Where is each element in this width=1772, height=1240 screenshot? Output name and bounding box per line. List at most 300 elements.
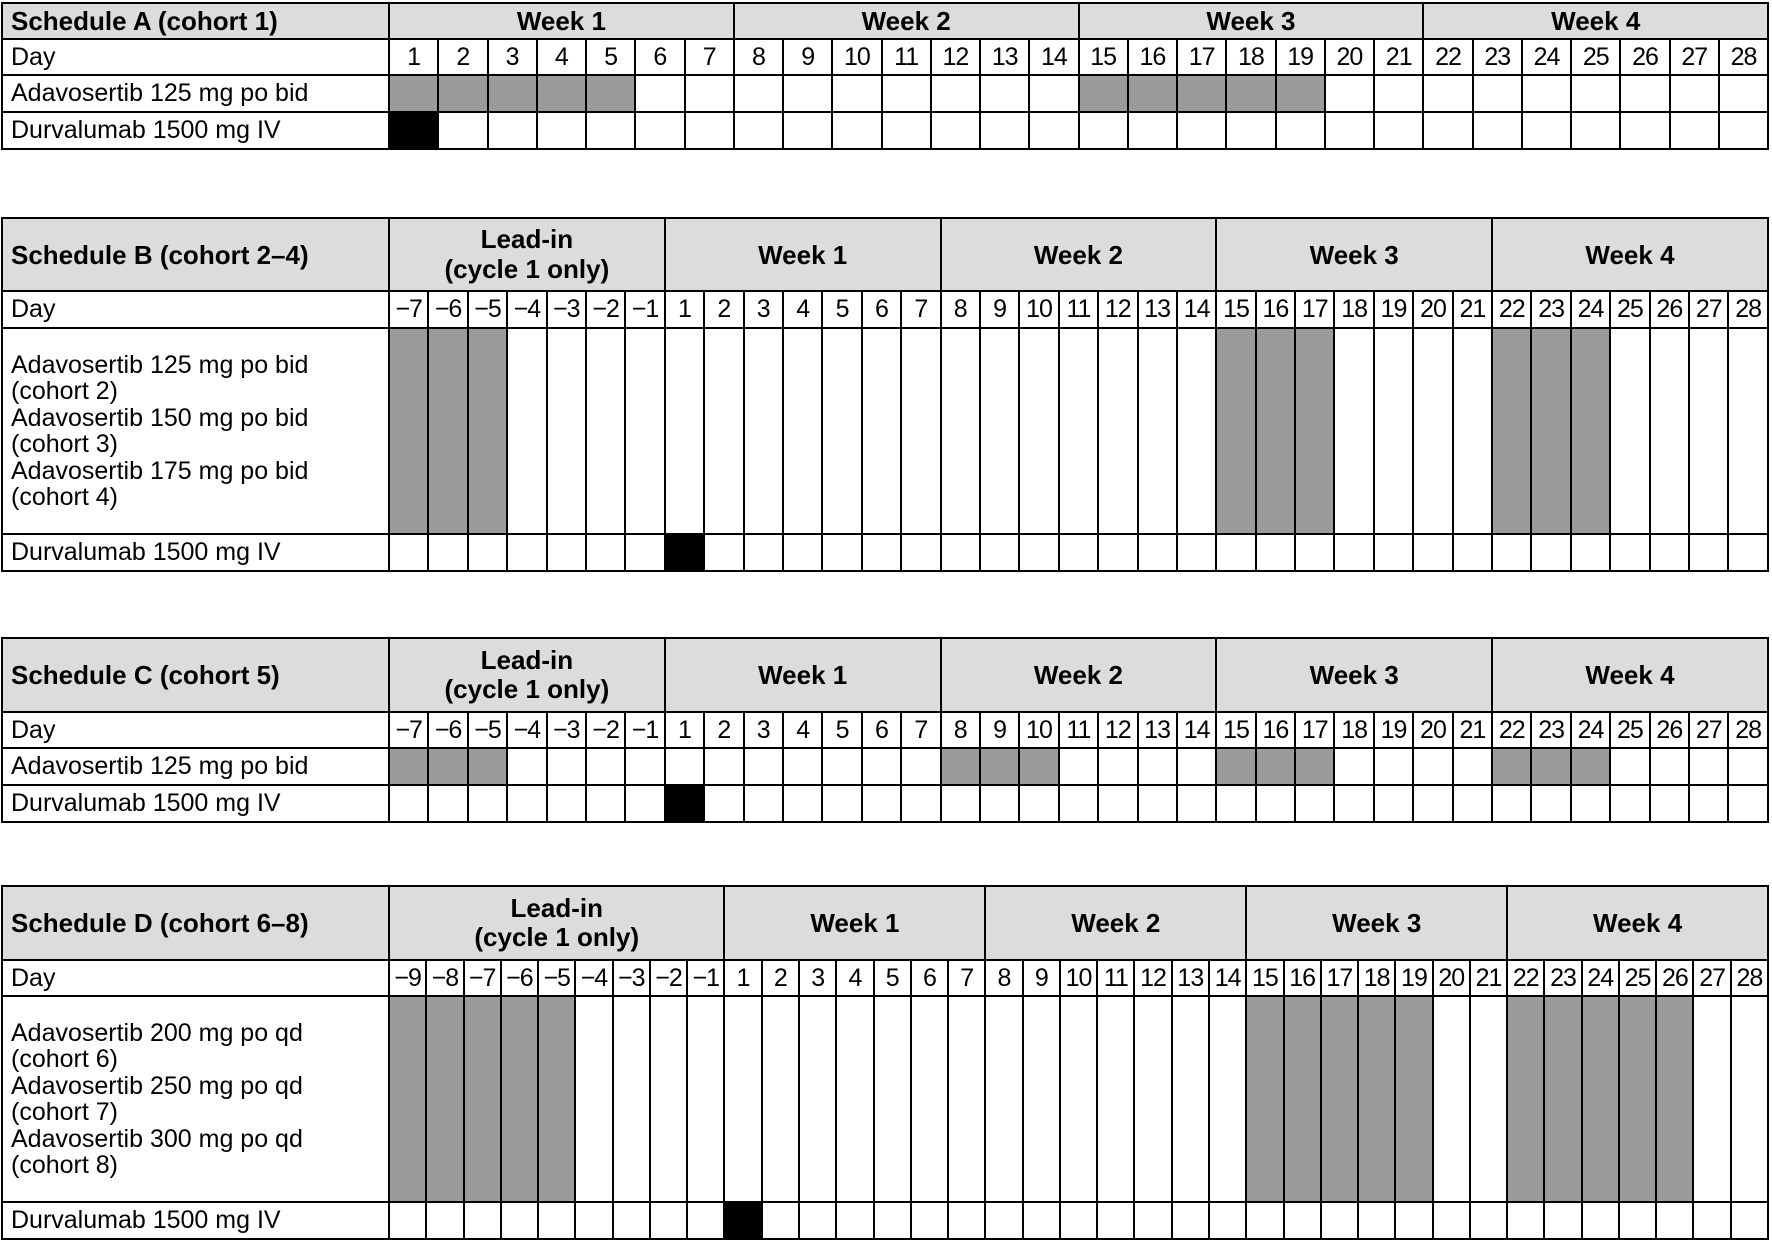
day-number: 20 (1325, 39, 1374, 75)
empty-cell (948, 1202, 985, 1239)
empty-cell (501, 1202, 538, 1239)
day-label: Day (2, 39, 389, 75)
empty-cell (1059, 748, 1098, 785)
week-group-header: Week 4 (1507, 886, 1768, 960)
empty-cell (762, 1202, 799, 1239)
week-group-header: Week 4 (1423, 3, 1768, 39)
adavosertib-dose-cell (389, 328, 428, 534)
empty-cell (1134, 1202, 1171, 1239)
empty-cell (1060, 996, 1097, 1202)
empty-cell (1571, 785, 1610, 822)
day-number: 3 (488, 39, 537, 75)
adavosertib-dose-cell (464, 996, 501, 1202)
schedule-grid (1, 637, 1769, 823)
day-number: 24 (1571, 291, 1610, 328)
empty-cell (1492, 534, 1531, 571)
drug-label-line: Durvalumab 1500 mg IV (11, 1206, 281, 1234)
day-number: 23 (1531, 291, 1570, 328)
day-number: −3 (547, 291, 586, 328)
empty-cell (980, 328, 1019, 534)
empty-cell (1134, 996, 1171, 1202)
empty-cell (547, 534, 586, 571)
day-number: 14 (1177, 712, 1216, 748)
lead-in-label: Lead-in (480, 644, 574, 675)
empty-cell (1098, 748, 1137, 785)
empty-cell (1728, 748, 1767, 785)
durvalumab-label (2, 534, 389, 571)
day-number: 21 (1453, 712, 1492, 748)
adavosertib-row (2, 75, 1768, 112)
day-number: 6 (862, 712, 901, 748)
empty-cell (911, 996, 948, 1202)
adavosertib-row (2, 748, 1768, 785)
empty-cell (734, 75, 783, 112)
empty-cell (1731, 1202, 1768, 1239)
day-number: 18 (1334, 291, 1373, 328)
empty-cell (635, 112, 684, 149)
empty-cell (1098, 785, 1137, 822)
day-number: −4 (507, 712, 546, 748)
adavosertib-dose-cell (1531, 748, 1570, 785)
day-number: 13 (1138, 291, 1177, 328)
drug-label-line: Adavosertib 125 mg po bid (11, 350, 309, 379)
day-number: −8 (426, 960, 463, 996)
day-number: −2 (586, 712, 625, 748)
day-number: 8 (941, 712, 980, 748)
day-number: 11 (1097, 960, 1134, 996)
day-number: 20 (1433, 960, 1470, 996)
empty-cell (762, 996, 799, 1202)
empty-cell (783, 785, 822, 822)
empty-cell (862, 785, 901, 822)
empty-cell (1177, 328, 1216, 534)
day-number: 11 (1059, 291, 1098, 328)
header-row (2, 3, 1768, 39)
empty-cell (1423, 112, 1472, 149)
adavosertib-dose-cell (1395, 996, 1432, 1202)
empty-cell (1128, 112, 1177, 149)
day-number: 9 (1023, 960, 1060, 996)
durvalumab-dose-cell (665, 534, 704, 571)
empty-cell (1097, 1202, 1134, 1239)
empty-cell (426, 1202, 463, 1239)
week-group-header: Week 3 (1246, 886, 1507, 960)
empty-cell (428, 785, 467, 822)
empty-cell (1693, 1202, 1730, 1239)
adavosertib-dose-cell (1128, 75, 1177, 112)
empty-cell (575, 1202, 612, 1239)
empty-cell (1098, 534, 1137, 571)
adavosertib-dose-cell (1295, 328, 1334, 534)
empty-cell (862, 328, 901, 534)
day-number: 17 (1295, 291, 1334, 328)
drug-label-line: Adavosertib 250 mg po qd (11, 1071, 303, 1100)
schedule-a-table (1, 2, 1769, 150)
empty-cell (901, 785, 940, 822)
empty-cell (980, 112, 1029, 149)
empty-cell (822, 534, 861, 571)
empty-cell (980, 75, 1029, 112)
day-number: 4 (783, 291, 822, 328)
empty-cell (985, 1202, 1022, 1239)
empty-cell (650, 996, 687, 1202)
empty-cell (783, 534, 822, 571)
empty-cell (1246, 1202, 1283, 1239)
drug-label-line: Durvalumab 1500 mg IV (11, 538, 281, 566)
day-number: 22 (1492, 291, 1531, 328)
adavosertib-dose-cell (1256, 328, 1295, 534)
day-number: 25 (1571, 39, 1620, 75)
empty-cell (1522, 112, 1571, 149)
empty-cell (1097, 996, 1134, 1202)
day-number: 18 (1226, 39, 1275, 75)
empty-cell (832, 112, 881, 149)
day-label: Day (2, 712, 389, 748)
day-number: 27 (1693, 960, 1730, 996)
adavosertib-dose-cell (1492, 328, 1531, 534)
lead-in-label: (cycle 1 only) (474, 922, 640, 952)
day-number: 15 (1079, 39, 1128, 75)
empty-cell (1531, 534, 1570, 571)
empty-cell (1571, 112, 1620, 149)
empty-cell (1177, 534, 1216, 571)
week-group-header: Week 2 (985, 886, 1246, 960)
drug-label-line: Adavosertib 125 mg po bid (11, 79, 309, 107)
day-number: 16 (1256, 291, 1295, 328)
empty-cell (1531, 785, 1570, 822)
empty-cell (1138, 328, 1177, 534)
empty-cell (613, 1202, 650, 1239)
empty-cell (1650, 534, 1689, 571)
empty-cell (1019, 534, 1058, 571)
adavosertib-dose-cell (1276, 75, 1325, 112)
adavosertib-dose-cell (389, 75, 438, 112)
empty-cell (941, 534, 980, 571)
day-number: 3 (744, 712, 783, 748)
empty-cell (832, 75, 881, 112)
day-number: 10 (832, 39, 881, 75)
empty-cell (1473, 112, 1522, 149)
lead-in-label: (cycle 1 only) (444, 674, 610, 704)
empty-cell (547, 785, 586, 822)
empty-cell (1029, 112, 1078, 149)
empty-cell (783, 75, 832, 112)
drug-label-line: Adavosertib 175 mg po bid (11, 456, 309, 485)
empty-cell (822, 328, 861, 534)
empty-cell (836, 996, 873, 1202)
day-number: 26 (1650, 291, 1689, 328)
empty-cell (1276, 112, 1325, 149)
empty-cell (625, 534, 664, 571)
empty-cell (783, 112, 832, 149)
empty-cell (1138, 785, 1177, 822)
schedule-title: Schedule B (cohort 2–4) (2, 218, 389, 291)
day-number: −5 (468, 712, 507, 748)
empty-cell (625, 748, 664, 785)
empty-cell (734, 112, 783, 149)
empty-cell (586, 748, 625, 785)
header-row (2, 638, 1768, 712)
empty-cell (1453, 534, 1492, 571)
durvalumab-row (2, 785, 1768, 822)
empty-cell (1423, 75, 1472, 112)
empty-cell (625, 328, 664, 534)
adavosertib-dose-cell (1321, 996, 1358, 1202)
day-number: 9 (980, 712, 1019, 748)
day-number: 7 (685, 39, 734, 75)
empty-cell (1453, 785, 1492, 822)
drug-label-line: (cohort 7) (11, 1098, 118, 1126)
header-row (2, 886, 1768, 960)
day-number: 20 (1413, 712, 1452, 748)
drug-label-line: (cohort 8) (11, 1151, 118, 1179)
empty-cell (1507, 1202, 1544, 1239)
empty-cell (1473, 75, 1522, 112)
empty-cell (1610, 748, 1649, 785)
empty-cell (1023, 996, 1060, 1202)
day-number: 14 (1209, 960, 1246, 996)
day-number: 12 (931, 39, 980, 75)
empty-cell (1209, 996, 1246, 1202)
adavosertib-dose-cell (1571, 328, 1610, 534)
day-number: 11 (1059, 712, 1098, 748)
week-group-header: Week 3 (1079, 3, 1424, 39)
empty-cell (1059, 328, 1098, 534)
drug-label-line: Adavosertib 300 mg po qd (11, 1124, 303, 1153)
empty-cell (1019, 785, 1058, 822)
empty-cell (1610, 328, 1649, 534)
empty-cell (507, 785, 546, 822)
empty-cell (1433, 1202, 1470, 1239)
empty-cell (836, 1202, 873, 1239)
empty-cell (931, 75, 980, 112)
week-group-header: Week 3 (1216, 218, 1492, 291)
empty-cell (1256, 534, 1295, 571)
empty-cell (1453, 748, 1492, 785)
empty-cell (1295, 785, 1334, 822)
empty-cell (1582, 1202, 1619, 1239)
empty-cell (438, 112, 487, 149)
empty-cell (1374, 75, 1423, 112)
day-number: 6 (862, 291, 901, 328)
day-number: 22 (1492, 712, 1531, 748)
day-number: 23 (1531, 712, 1570, 748)
empty-cell (575, 996, 612, 1202)
day-number: −3 (547, 712, 586, 748)
drug-label-line: (cohort 4) (11, 483, 118, 511)
day-number: 5 (822, 712, 861, 748)
empty-cell (744, 534, 783, 571)
durvalumab-label (2, 785, 389, 822)
day-number: 5 (586, 39, 635, 75)
durvalumab-row (2, 534, 1768, 571)
empty-cell (1522, 75, 1571, 112)
empty-cell (1693, 996, 1730, 1202)
empty-cell (537, 112, 586, 149)
day-number: 15 (1216, 291, 1255, 328)
day-number: 9 (783, 39, 832, 75)
day-row (2, 39, 1768, 75)
day-number: 28 (1728, 712, 1767, 748)
durvalumab-dose-cell (724, 1202, 761, 1239)
empty-cell (538, 1202, 575, 1239)
adavosertib-dose-cell (389, 996, 426, 1202)
empty-cell (507, 534, 546, 571)
day-number: −6 (428, 291, 467, 328)
day-number: −3 (613, 960, 650, 996)
day-number: 10 (1060, 960, 1097, 996)
day-number: 26 (1620, 39, 1669, 75)
day-number: 14 (1029, 39, 1078, 75)
empty-cell (1256, 785, 1295, 822)
empty-cell (1728, 785, 1767, 822)
adavosertib-label (2, 748, 389, 785)
empty-cell (783, 328, 822, 534)
day-number: −1 (687, 960, 724, 996)
empty-cell (799, 996, 836, 1202)
empty-cell (1650, 785, 1689, 822)
adavosertib-dose-cell (1216, 748, 1255, 785)
day-number: 3 (799, 960, 836, 996)
empty-cell (1689, 785, 1728, 822)
empty-cell (874, 996, 911, 1202)
empty-cell (1728, 534, 1767, 571)
empty-cell (1670, 75, 1719, 112)
empty-cell (1413, 534, 1452, 571)
day-number: −7 (389, 712, 428, 748)
empty-cell (687, 996, 724, 1202)
day-number: 24 (1571, 712, 1610, 748)
empty-cell (1433, 996, 1470, 1202)
day-number: 2 (704, 291, 743, 328)
day-number: 13 (1172, 960, 1209, 996)
day-number: 28 (1731, 960, 1768, 996)
empty-cell (1610, 534, 1649, 571)
day-number: 18 (1358, 960, 1395, 996)
empty-cell (901, 748, 940, 785)
empty-cell (1620, 112, 1669, 149)
day-number: −6 (428, 712, 467, 748)
empty-cell (1029, 75, 1078, 112)
adavosertib-dose-cell (389, 748, 428, 785)
adavosertib-dose-cell (1544, 996, 1581, 1202)
adavosertib-dose-cell (1246, 996, 1283, 1202)
week-group-header: Week 3 (1216, 638, 1492, 712)
day-number: 16 (1284, 960, 1321, 996)
day-number: 12 (1098, 712, 1137, 748)
day-number: 10 (1019, 291, 1058, 328)
empty-cell (389, 534, 428, 571)
empty-cell (1689, 534, 1728, 571)
day-number: 4 (783, 712, 822, 748)
adavosertib-dose-cell (1582, 996, 1619, 1202)
week-group-header: Week 1 (389, 3, 734, 39)
empty-cell (1544, 1202, 1581, 1239)
adavosertib-dose-cell (1284, 996, 1321, 1202)
empty-cell (704, 534, 743, 571)
day-number: 5 (822, 291, 861, 328)
day-number: 25 (1619, 960, 1656, 996)
empty-cell (1650, 328, 1689, 534)
day-number: 21 (1470, 960, 1507, 996)
empty-cell (1325, 75, 1374, 112)
empty-cell (822, 748, 861, 785)
adavosertib-dose-cell (501, 996, 538, 1202)
schedule-title: Schedule A (cohort 1) (2, 3, 389, 39)
schedule-c-table (1, 637, 1769, 823)
day-number: 17 (1295, 712, 1334, 748)
day-number: 1 (724, 960, 761, 996)
empty-cell (744, 748, 783, 785)
empty-cell (1019, 328, 1058, 534)
empty-cell (428, 534, 467, 571)
day-number: 4 (836, 960, 873, 996)
empty-cell (1172, 1202, 1209, 1239)
empty-cell (468, 534, 507, 571)
adavosertib-dose-cell (438, 75, 487, 112)
adavosertib-dose-cell (1177, 75, 1226, 112)
day-number: 2 (704, 712, 743, 748)
empty-cell (468, 785, 507, 822)
empty-cell (1453, 328, 1492, 534)
durvalumab-row (2, 1202, 1768, 1239)
empty-cell (1374, 748, 1413, 785)
empty-cell (685, 112, 734, 149)
day-number: 7 (948, 960, 985, 996)
lead-in-label: (cycle 1 only) (444, 253, 610, 284)
day-number: 8 (734, 39, 783, 75)
week-group-header (389, 218, 665, 291)
empty-cell (1216, 785, 1255, 822)
adavosertib-dose-cell (1358, 996, 1395, 1202)
day-number: −7 (389, 291, 428, 328)
empty-cell (685, 75, 734, 112)
day-number: 26 (1656, 960, 1693, 996)
empty-cell (862, 748, 901, 785)
day-number: 17 (1177, 39, 1226, 75)
adavosertib-dose-cell (941, 748, 980, 785)
drug-label-line: Durvalumab 1500 mg IV (11, 789, 281, 817)
day-number: 5 (874, 960, 911, 996)
empty-cell (1670, 112, 1719, 149)
empty-cell (882, 75, 931, 112)
empty-cell (1284, 1202, 1321, 1239)
empty-cell (1358, 1202, 1395, 1239)
empty-cell (1177, 785, 1216, 822)
empty-cell (1620, 75, 1669, 112)
adavosertib-dose-cell (1492, 748, 1531, 785)
week-group-header: Week 1 (665, 638, 941, 712)
empty-cell (1138, 748, 1177, 785)
day-row (2, 291, 1768, 328)
week-group-header: Week 1 (724, 886, 985, 960)
day-number: 11 (882, 39, 931, 75)
week-group-header: Week 2 (941, 638, 1217, 712)
day-number: −2 (650, 960, 687, 996)
day-number: 28 (1719, 39, 1768, 75)
empty-cell (1470, 996, 1507, 1202)
empty-cell (1334, 534, 1373, 571)
empty-cell (744, 785, 783, 822)
schedule-b-table (1, 217, 1769, 572)
day-number: 19 (1395, 960, 1432, 996)
day-row (2, 712, 1768, 748)
empty-cell (507, 328, 546, 534)
empty-cell (1656, 1202, 1693, 1239)
adavosertib-dose-cell (1216, 328, 1255, 534)
adavosertib-dose-cell (1619, 996, 1656, 1202)
day-number: 14 (1177, 291, 1216, 328)
